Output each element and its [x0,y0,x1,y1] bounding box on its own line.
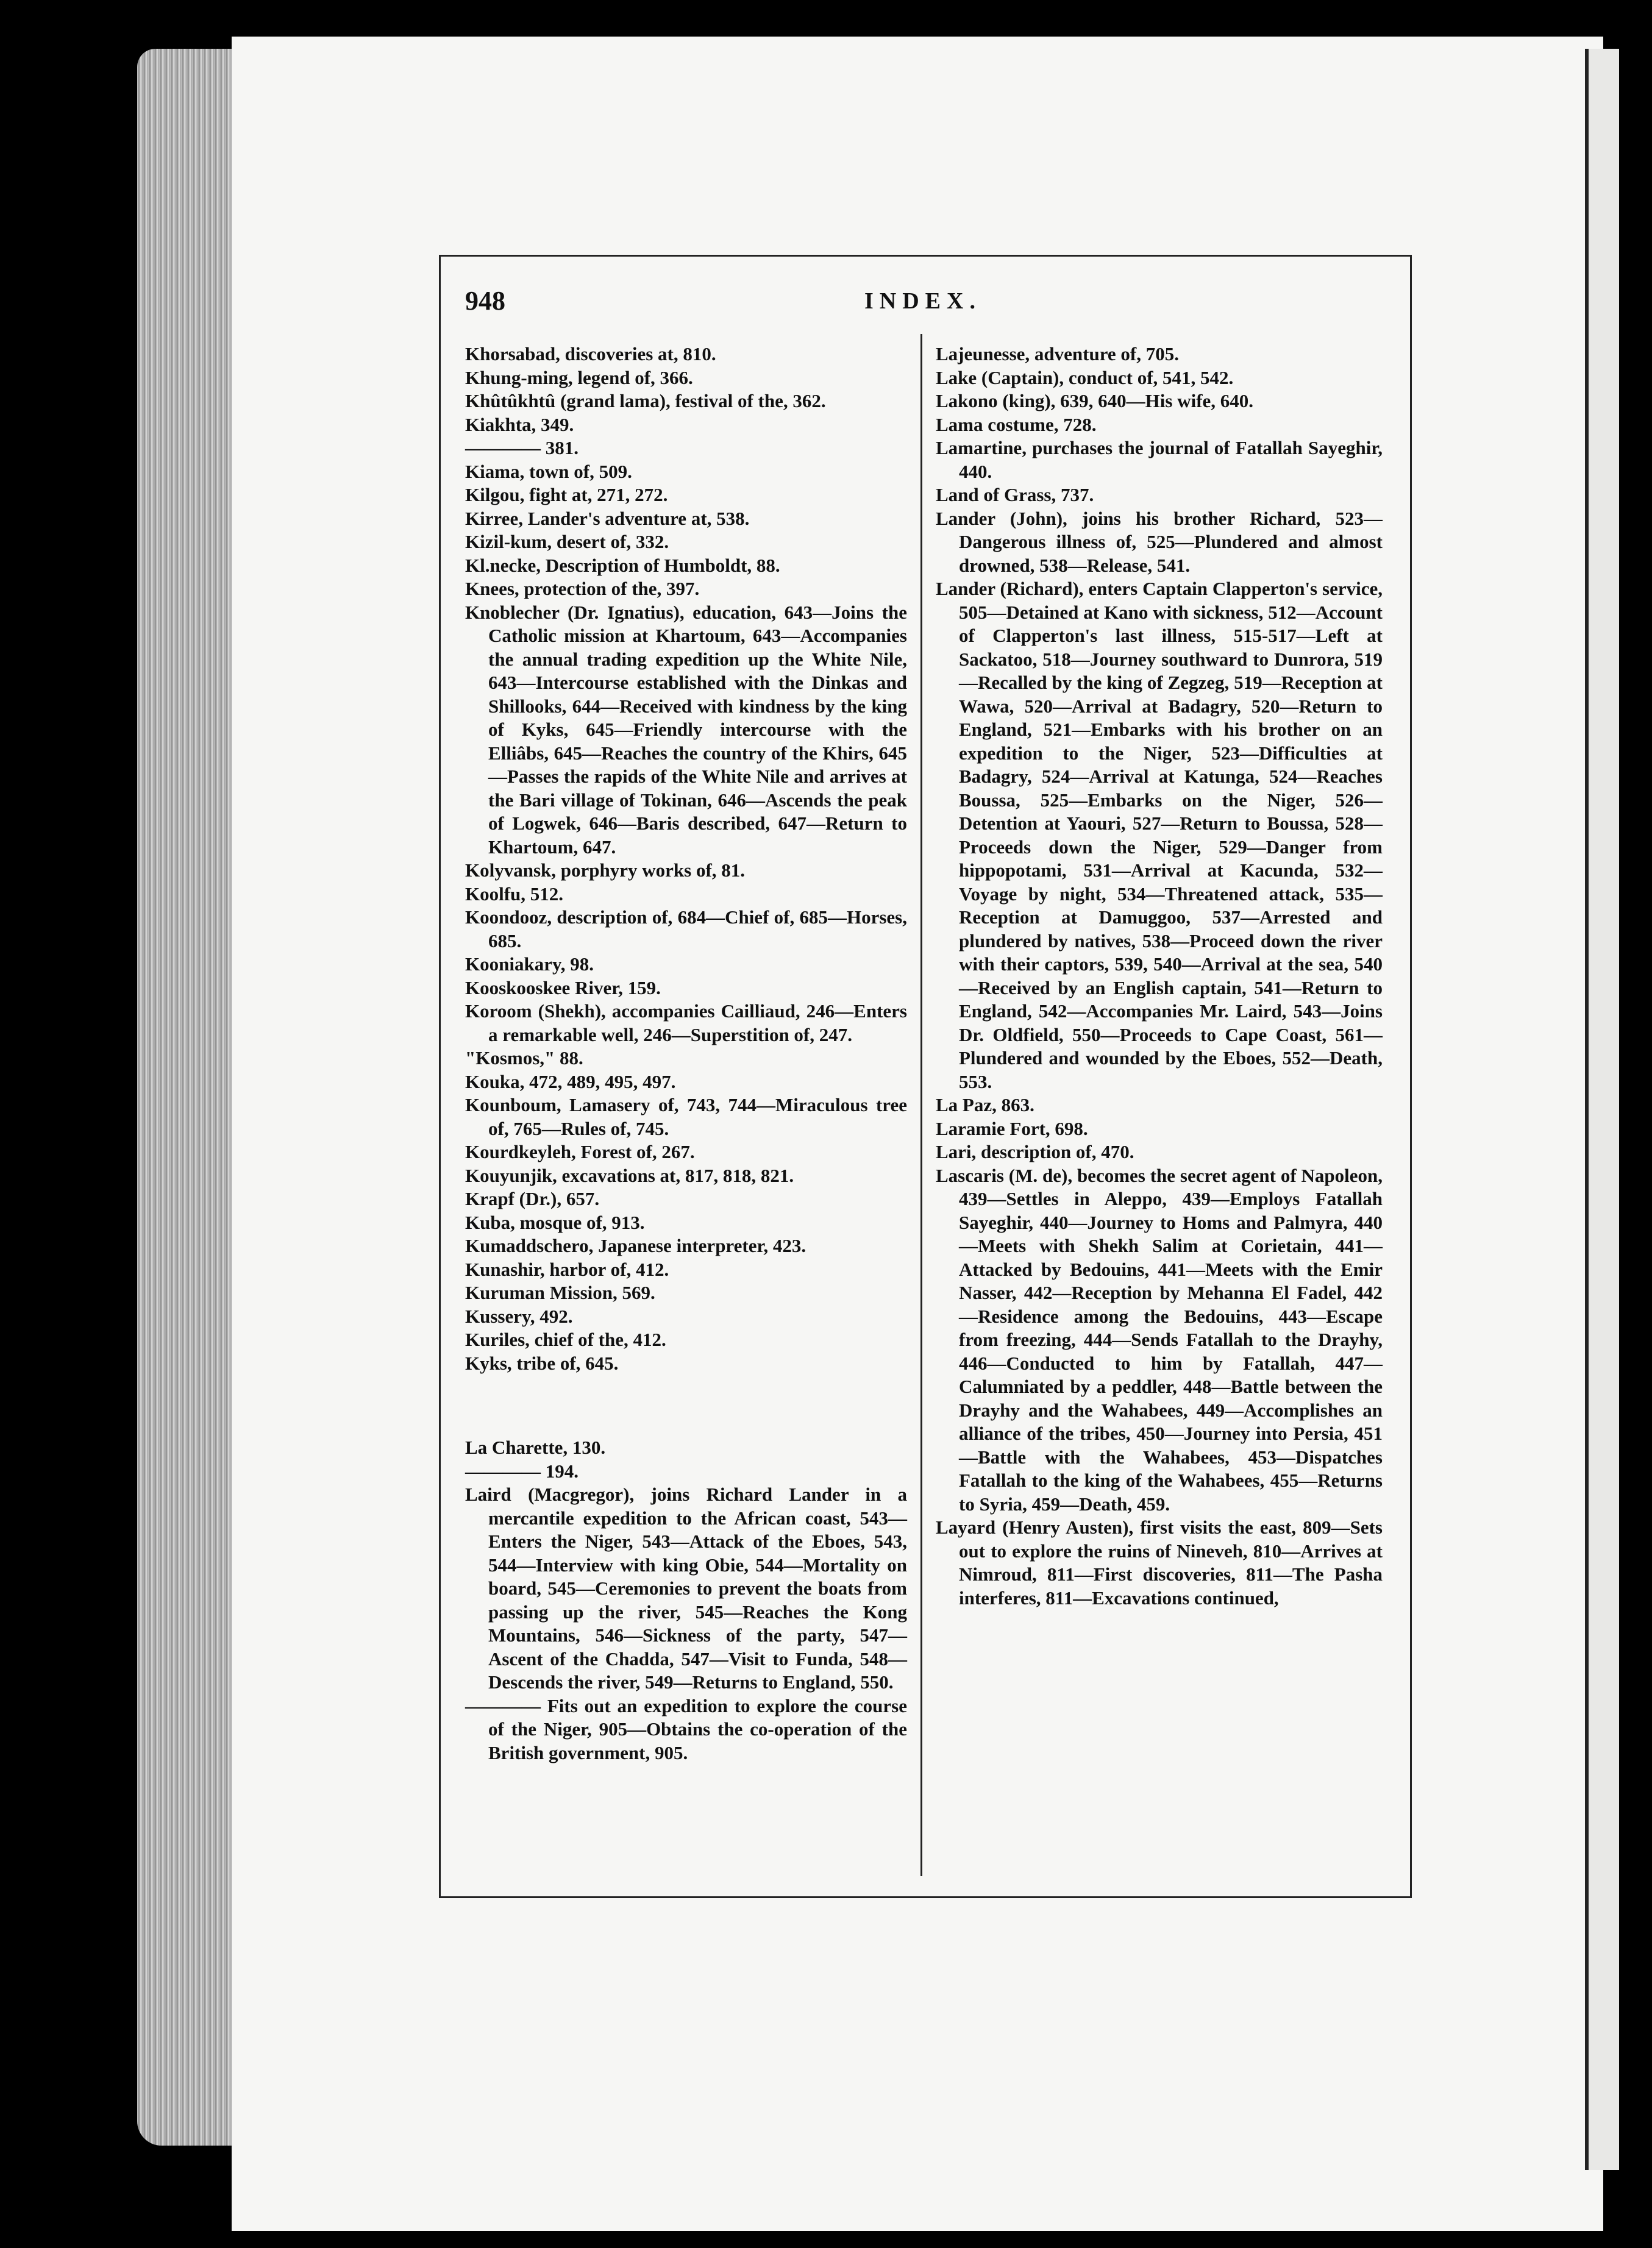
index-entry: Knees, protection of the, 397. [465,578,700,599]
index-entry: "Kosmos," 88. [465,1047,583,1069]
index-entry: Lakono (king), 639, 640—His wife, 640. [936,390,1254,411]
index-entry: Khorsabad, discoveries at, 810. [465,343,716,365]
index-entry: Lari, description of, 470. [936,1141,1134,1162]
index-entry: Kirree, Lander's adventure at, 538. [465,507,750,529]
index-entry: Khung-ming, legend of, 366. [465,366,693,388]
index-entry: Kuruman Mission, 569. [465,1282,655,1303]
book-page-edges [137,49,247,2146]
index-entry: Krapf (Dr.), 657. [465,1188,600,1209]
index-entry: Layard (Henry Austen), first visits the east, 809—Sets out to explore the ruins of Nineveh, 810—Arrives at Nimroud, 811—First discoveries, 811—The Pasha interferes, 811—Excavations continued, [936,1517,1383,1609]
page-number: 948 [465,286,505,316]
index-entry: Kiakhta, 349. [465,413,574,435]
index-entry: Koolfu, 512. [465,883,564,905]
index-entry: Kyks, tribe of, 645. [465,1352,619,1374]
index-entry: Lake (Captain), conduct of, 541, 542. [936,366,1234,388]
running-head: INDEX. [864,288,981,314]
entry-gap [465,1394,907,1417]
index-entry: ———— Fits out an expedition to explore the course of the Niger, 905—Obtains the co-operation of the British government, 905. [465,1695,907,1763]
index-entry: Kiama, town of, 509. [465,460,632,482]
page-header [465,285,1380,322]
column-divider [920,334,922,1876]
index-entry: Knoblecher (Dr. Ignatius), education, 643—Joins the Catholic mission at Khartoum, 643—Accompanies the annual trading expedition up the White Nile, 643—Intercourse established with the Dinkas and Shillooks, 644—Received with kindness by the king of Kyks, 645—Friendly intercourse with the Elliâbs, 645—Reaches the country of the Khirs, 645—Passes the rapids of the White Nile and arrives at the Bari village of Tokinan, 646—Ascends the peak of Logwek, 646—Baris described, 647—Return to Khartoum, 647. [465,601,907,858]
index-entry: Kounboum, Lamasery of, 743, 744—Miraculous tree of, 765—Rules of, 745. [465,1094,907,1139]
index-entry: La Paz, 863. [936,1094,1034,1115]
index-entry: Lama costume, 728. [936,413,1097,435]
index-entry: Kuba, mosque of, 913. [465,1211,645,1233]
index-column-left [465,343,907,1765]
index-entry: Khûtûkhtû (grand lama), festival of the, 362. [465,390,826,411]
index-entry: ———— 381. [465,437,579,458]
index-entry: Kooniakary, 98. [465,953,594,975]
index-entry: Koondooz, description of, 684—Chief of, 685—Horses, 685. [465,906,907,951]
index-entry: Kuriles, chief of the, 412. [465,1329,666,1350]
index-entry: Kumaddschero, Japanese interpreter, 423. [465,1235,806,1256]
index-entry: Lander (Richard), enters Captain Clapperton's service, 505—Detained at Kano with sickness, 512—Account of Clapperton's last illness, 515-517—Left at Sackatoo, 518—Journey southward to Dunrora, 519—Recalled by the king of Zegzeg, 519—Reception at Wawa, 520—Arrival at Badagry, 520—Return to England, 521—Embarks with his brother on an expedition to the Niger, 523—Difficulties at Badagry, 524—Arrival at Katunga, 524—Reaches Boussa, 525—Embarks on the Niger, 526—Detention at Yaouri, 527—Return to Boussa, 528—Proceeds down the Niger, 529—Danger from hippopotami, 531—Arrival at Kacunda, 532—Voyage by night, 534—Threatened attack, 535—Reception at Damuggoo, 537—Arrested and plundered by natives, 538—Proceed down the river with their captors, 539, 540—Arrival at the sea, 540—Received by an English captain, 541—Return to England, 542—Accompanies Mr. Laird, 543—Joins Dr. Oldfield, 550—Proceeds to Cape Coast, 561—Plundered and wounded by the Eboes, 552—Death, 553. [936,578,1383,1092]
index-entry: Laramie Fort, 698. [936,1117,1088,1139]
index-entry: Kizil-kum, desert of, 332. [465,531,669,552]
index-entry: Kl.necke, Description of Humboldt, 88. [465,554,780,576]
index-entry: La Charette, 130. [465,1437,606,1458]
index-entry: Koroom (Shekh), accompanies Cailliaud, 246—Enters a remarkable well, 246—Superstition of, 247. [465,1000,907,1045]
facing-page-strip [1585,49,1619,2170]
index-column-right [936,343,1383,1610]
index-entry: Kourdkeyleh, Forest of, 267. [465,1141,695,1162]
index-entry: Lamartine, purchases the journal of Fatallah Sayeghir, 440. [936,437,1383,482]
index-entry: ———— 194. [465,1460,579,1482]
index-entry: Kilgou, fight at, 271, 272. [465,484,668,505]
index-entry: Kouyunjik, excavations at, 817, 818, 821. [465,1164,794,1186]
index-entry: Land of Grass, 737. [936,484,1094,505]
index-entry: Kunashir, harbor of, 412. [465,1258,669,1280]
index-entry: Kussery, 492. [465,1305,573,1327]
index-entry: Kooskooskee River, 159. [465,976,661,998]
index-entry: Lander (John), joins his brother Richard, 523—Dangerous illness of, 525—Plundered and almost drowned, 538—Release, 541. [936,507,1383,576]
index-entry: Lascaris (M. de), becomes the secret agent of Napoleon, 439—Settles in Aleppo, 439—Employs Fatallah Sayeghir, 440—Journey to Homs and Palmyra, 440—Meets with Shekh Salim at Corietain, 441—Attacked by Bedouins, 441—Meets with the Emir Nasser, 442—Reception by Mehanna El Fadel, 442—Residence among the Bedouins, 443—Escape from freezing, 444—Sends Fatallah to the Drayhy, 446—Conducted to him by Fatallah, 447—Calumniated by a peddler, 448—Battle between the Drayhy and the Wahabees, 449—Accomplishes an alliance of the tribes, 450—Journey into Persia, 451—Battle with the Wahabees, 453—Dispatches Fatallah to the king of the Wahabees, 455—Returns to Syria, 459—Death, 459. [936,1164,1383,1515]
index-entry: Lajeunesse, adventure of, 705. [936,343,1179,365]
index-entry: Kouka, 472, 489, 495, 497. [465,1070,676,1092]
index-entry: Kolyvansk, porphyry works of, 81. [465,859,746,881]
index-entry: Laird (Macgregor), joins Richard Lander in a mercantile expedition to the African coast, 543—Enters the Niger, 543—Attack of the Eboes, 543, 544—Interview with king Obie, 544—Mortality on board, 545—Ceremonies to prevent the boats from passing up the river, 545—Reaches the Kong Mountains, 546—Sickness of the party, 547—Ascent of the Chadda, 547—Visit to Funda, 548—Descends the river, 549—Returns to England, 550. [465,1484,907,1693]
